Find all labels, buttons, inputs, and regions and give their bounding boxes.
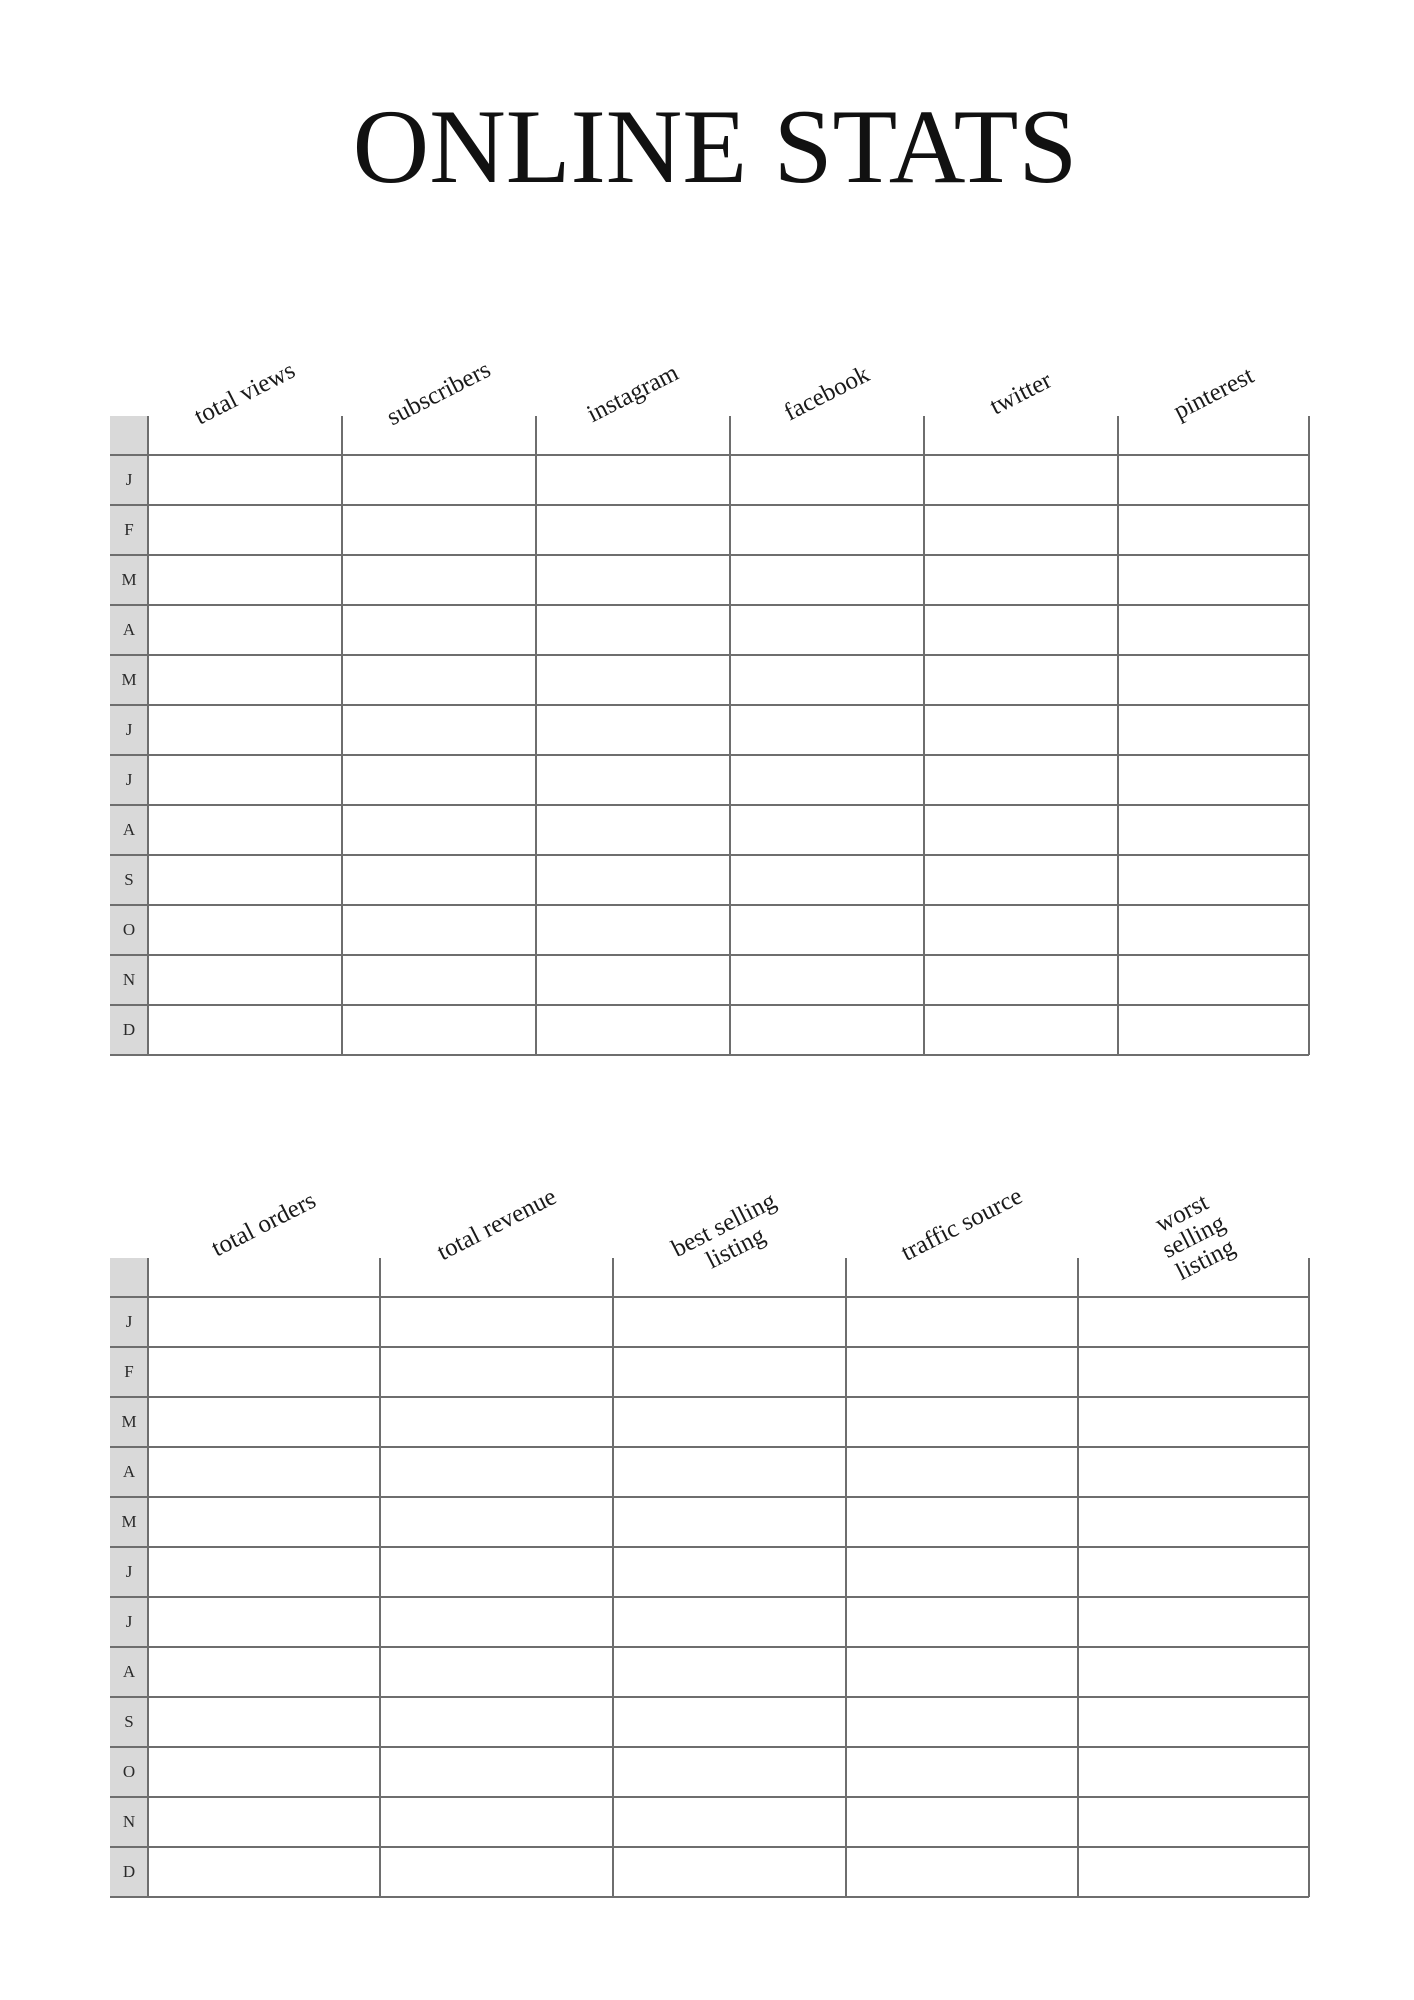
data-cell [148, 1797, 380, 1847]
data-cell [536, 955, 730, 1005]
data-cell [342, 455, 536, 505]
data-cell [730, 955, 924, 1005]
month-label: F [124, 1362, 134, 1381]
data-cell [380, 1497, 613, 1547]
data-cell [148, 1297, 380, 1347]
data-cell [924, 455, 1118, 505]
data-cell [730, 605, 924, 655]
column-header-instagram: instagram [582, 359, 683, 428]
data-cell [846, 1797, 1078, 1847]
row-divider [110, 1054, 1309, 1056]
data-cell [846, 1497, 1078, 1547]
month-label: J [125, 1312, 133, 1331]
data-cell [536, 705, 730, 755]
data-cell [148, 1547, 380, 1597]
data-cell [1078, 1597, 1309, 1647]
column-divider [612, 1258, 614, 1897]
month-label: A [122, 1462, 136, 1481]
row-divider [110, 1496, 1309, 1498]
data-cell [148, 805, 342, 855]
column-header-pinterest: pinterest [1168, 361, 1258, 426]
data-cell [1118, 605, 1309, 655]
row-divider [110, 1396, 1309, 1398]
data-cell [148, 955, 342, 1005]
column-divider [1308, 1258, 1310, 1897]
data-cell [148, 1447, 380, 1497]
month-label: J [125, 720, 133, 739]
column-header-worst-selling-listing: worst selling listing [1150, 1188, 1240, 1286]
month-label: A [122, 820, 136, 839]
data-cell [148, 1497, 380, 1547]
column-header-total-orders: total orders [207, 1186, 321, 1263]
data-cell [536, 655, 730, 705]
month-label: M [121, 1512, 137, 1531]
data-cell [148, 905, 342, 955]
month-label: J [125, 1562, 133, 1581]
data-cell [1078, 1347, 1309, 1397]
data-cell [730, 455, 924, 505]
data-cell [846, 1597, 1078, 1647]
data-cell [846, 1397, 1078, 1447]
data-cell [1078, 1297, 1309, 1347]
month-label: N [122, 970, 136, 989]
row-divider [110, 754, 1309, 756]
data-cell [924, 555, 1118, 605]
column-divider [1308, 416, 1310, 1055]
data-cell [730, 505, 924, 555]
data-cell [148, 505, 342, 555]
data-cell [380, 1547, 613, 1597]
data-cell [148, 1005, 342, 1055]
data-cell [613, 1497, 846, 1547]
data-cell [342, 555, 536, 605]
column-divider [1077, 1258, 1079, 1897]
data-cell [536, 455, 730, 505]
data-cell [148, 655, 342, 705]
month-label: S [124, 1712, 134, 1731]
data-cell [1078, 1497, 1309, 1547]
data-cell [148, 705, 342, 755]
column-divider [1117, 416, 1119, 1055]
data-cell [342, 655, 536, 705]
row-divider [110, 1546, 1309, 1548]
data-cell [1118, 1005, 1309, 1055]
data-cell [846, 1847, 1078, 1897]
row-divider [110, 1646, 1309, 1648]
data-cell [148, 1597, 380, 1647]
column-header-facebook: facebook [779, 360, 874, 427]
row-divider [110, 1796, 1309, 1798]
row-divider [110, 1896, 1309, 1898]
data-cell [924, 505, 1118, 555]
column-divider [535, 416, 537, 1055]
data-cell [1118, 555, 1309, 605]
row-divider [110, 1596, 1309, 1598]
data-cell [613, 1397, 846, 1447]
data-cell [924, 955, 1118, 1005]
data-cell [613, 1597, 846, 1647]
data-cell [730, 755, 924, 805]
month-label: F [124, 520, 134, 539]
data-cell [924, 1005, 1118, 1055]
data-cell [924, 655, 1118, 705]
data-cell [846, 1447, 1078, 1497]
data-cell [1078, 1547, 1309, 1597]
data-cell [1078, 1747, 1309, 1797]
data-cell [536, 605, 730, 655]
data-cell [536, 555, 730, 605]
column-divider [341, 416, 343, 1055]
row-divider [110, 1004, 1309, 1006]
data-cell [342, 755, 536, 805]
data-cell [148, 1397, 380, 1447]
column-header-total-revenue: total revenue [432, 1183, 561, 1267]
data-cell [613, 1547, 846, 1597]
row-divider [110, 554, 1309, 556]
data-cell [536, 1005, 730, 1055]
month-label: A [122, 620, 136, 639]
column-header-traffic-source: traffic source [896, 1182, 1027, 1267]
data-cell [730, 1005, 924, 1055]
row-divider [110, 1296, 1309, 1298]
data-cell [1118, 955, 1309, 1005]
row-divider [110, 1446, 1309, 1448]
data-cell [536, 505, 730, 555]
data-cell [148, 1647, 380, 1697]
data-cell [846, 1647, 1078, 1697]
data-cell [1118, 755, 1309, 805]
data-cell [613, 1347, 846, 1397]
data-cell [1118, 805, 1309, 855]
data-cell [730, 855, 924, 905]
data-cell [380, 1697, 613, 1747]
row-divider [110, 1346, 1309, 1348]
data-cell [924, 805, 1118, 855]
data-cell [613, 1847, 846, 1897]
month-label: O [122, 920, 136, 939]
data-cell [342, 905, 536, 955]
month-label: S [124, 870, 134, 889]
month-label: J [125, 1612, 133, 1631]
data-cell [730, 905, 924, 955]
data-cell [730, 805, 924, 855]
data-cell [148, 1847, 380, 1897]
data-cell [1078, 1697, 1309, 1747]
column-divider [379, 1258, 381, 1897]
month-label: J [125, 770, 133, 789]
month-label: D [122, 1020, 136, 1039]
data-cell [613, 1297, 846, 1347]
data-cell [380, 1347, 613, 1397]
month-label: D [122, 1862, 136, 1881]
data-cell [342, 955, 536, 1005]
data-cell [536, 905, 730, 955]
column-header-best-selling-listing: best selling listing [666, 1186, 780, 1274]
row-divider [110, 804, 1309, 806]
month-label: J [125, 470, 133, 489]
data-cell [613, 1747, 846, 1797]
data-cell [148, 1747, 380, 1797]
data-cell [1078, 1847, 1309, 1897]
column-divider [845, 1258, 847, 1897]
row-divider [110, 854, 1309, 856]
data-cell [613, 1647, 846, 1697]
column-divider [147, 1258, 149, 1897]
row-divider [110, 1696, 1309, 1698]
data-cell [148, 1697, 380, 1747]
column-divider [147, 416, 149, 1055]
data-cell [846, 1747, 1078, 1797]
data-cell [380, 1847, 613, 1897]
data-cell [846, 1297, 1078, 1347]
row-divider [110, 504, 1309, 506]
row-divider [110, 604, 1309, 606]
data-cell [342, 605, 536, 655]
data-cell [1118, 855, 1309, 905]
data-cell [924, 905, 1118, 955]
data-cell [613, 1697, 846, 1747]
sales-stats-table [110, 1182, 1309, 1897]
data-cell [846, 1547, 1078, 1597]
column-header-total-views: total views [190, 356, 300, 431]
data-cell [536, 855, 730, 905]
data-cell [148, 555, 342, 605]
column-divider [729, 416, 731, 1055]
data-cell [1078, 1397, 1309, 1447]
data-cell [730, 705, 924, 755]
data-cell [1118, 905, 1309, 955]
data-cell [536, 755, 730, 805]
data-cell [1118, 655, 1309, 705]
data-cell [148, 1347, 380, 1397]
data-cell [730, 555, 924, 605]
data-cell [148, 855, 342, 905]
data-cell [924, 605, 1118, 655]
data-cell [613, 1447, 846, 1497]
data-cell [924, 705, 1118, 755]
data-cell [1078, 1447, 1309, 1497]
row-divider [110, 704, 1309, 706]
column-header-twitter: twitter [985, 366, 1056, 421]
month-label: M [121, 570, 137, 589]
month-label: N [122, 1812, 136, 1831]
row-divider [110, 954, 1309, 956]
data-cell [148, 605, 342, 655]
data-cell [380, 1797, 613, 1847]
data-cell [342, 705, 536, 755]
data-cell [380, 1397, 613, 1447]
social-stats-table [110, 355, 1309, 1055]
data-cell [148, 455, 342, 505]
data-cell [380, 1447, 613, 1497]
data-cell [730, 655, 924, 705]
data-cell [846, 1347, 1078, 1397]
data-cell [342, 855, 536, 905]
row-divider [110, 454, 1309, 456]
page-title: ONLINE STATS [352, 88, 1078, 205]
month-label: M [121, 1412, 137, 1431]
data-cell [342, 505, 536, 555]
data-cell [380, 1597, 613, 1647]
row-divider [110, 1846, 1309, 1848]
data-cell [1118, 505, 1309, 555]
data-cell [380, 1297, 613, 1347]
data-cell [342, 1005, 536, 1055]
data-cell [613, 1797, 846, 1847]
column-divider [923, 416, 925, 1055]
data-cell [1078, 1647, 1309, 1697]
data-cell [924, 855, 1118, 905]
data-cell [1118, 455, 1309, 505]
month-label: O [122, 1762, 136, 1781]
data-cell [924, 755, 1118, 805]
month-label: M [121, 670, 137, 689]
column-header-subscribers: subscribers [382, 355, 496, 432]
row-divider [110, 654, 1309, 656]
data-cell [536, 805, 730, 855]
data-cell [1078, 1797, 1309, 1847]
data-cell [380, 1747, 613, 1797]
data-cell [342, 805, 536, 855]
row-divider [110, 904, 1309, 906]
data-cell [846, 1697, 1078, 1747]
row-divider [110, 1746, 1309, 1748]
month-label: A [122, 1662, 136, 1681]
data-cell [1118, 705, 1309, 755]
data-cell [380, 1647, 613, 1697]
data-cell [148, 755, 342, 805]
